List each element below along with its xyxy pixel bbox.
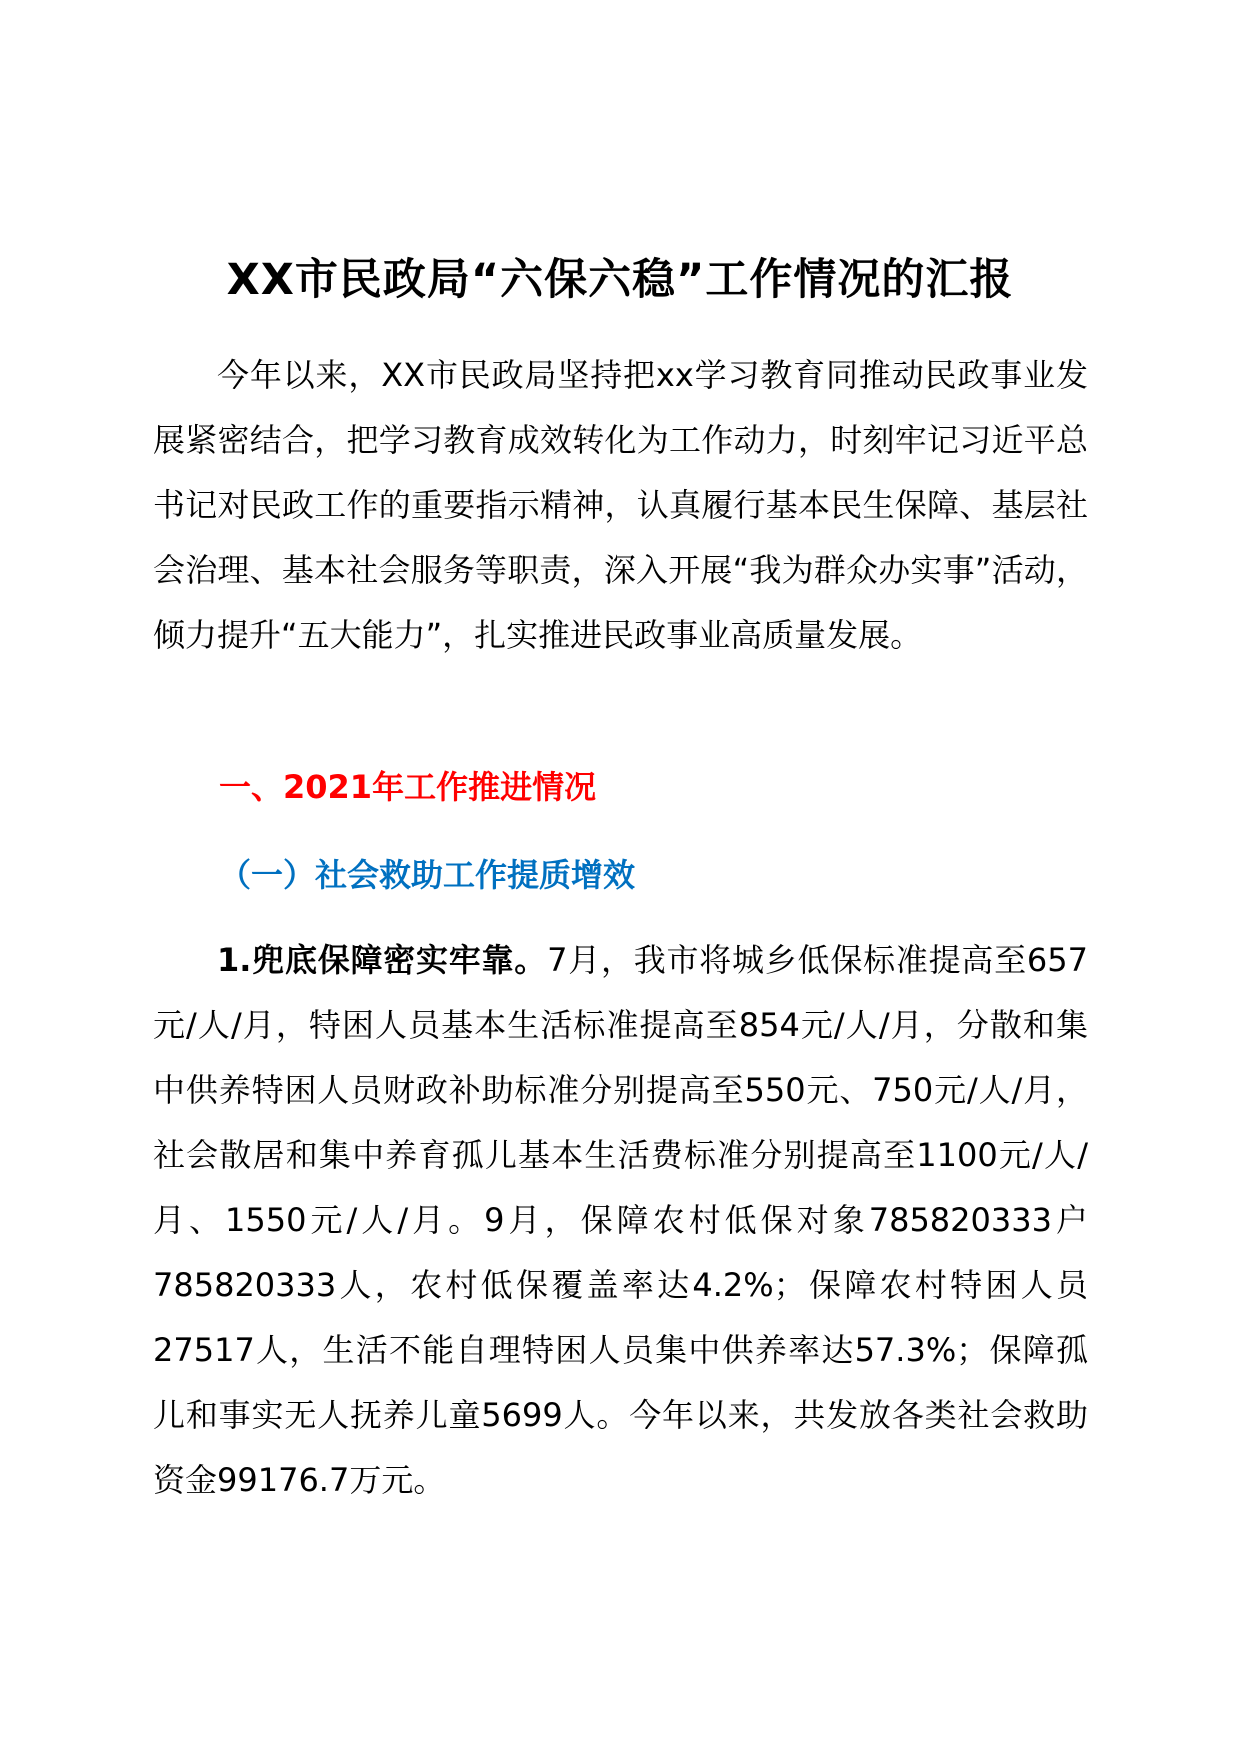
subsection-heading: （一）社会救助工作提质增效 (219, 856, 636, 894)
item-lead: 1.兜底保障密实牢靠。 (217, 941, 548, 979)
item-paragraph (153, 928, 1088, 1513)
intro-paragraph: 今年以来，XX市民政局坚持把xx学习教育同推动民政事业发展紧密结合，把学习教育成效转化为工作动力，时刻牢记习近平总书记对民政工作的重要指示精神，认真履行基本民生保障、基层社会治理、基本社会服务等职责，深入开展“我为群众办实事”活动，倾力提升“五大能力”，扎实推进民政事业高质量发展。 (153, 356, 1088, 654)
item-text: 7月，我市将城乡低保标准提高至657元/人/月，特困人员基本生活标准提高至854元/人/月，分散和集中供养特困人员财政补助标准分别提高至550元、750元/人/月，社会散居和集中养育孤儿基本生活费标准分别提高至1100元/人/月、1550元/人/月。9月，保障农村低保对象785820333户785820333人，农村低保覆盖率达4.2%；保障农村特困人员27517人，生活不能自理特困人员集中供养率达57.3%；保障孤儿和事实无人抚养儿童5699人。今年以来，共发放各类社会救助资金99176.7万元。 (153, 941, 1088, 1499)
section-heading: 一、2021年工作推进情况 (219, 768, 597, 806)
document-title: XX市民政局“六保六稳”工作情况的汇报 (226, 255, 1014, 305)
